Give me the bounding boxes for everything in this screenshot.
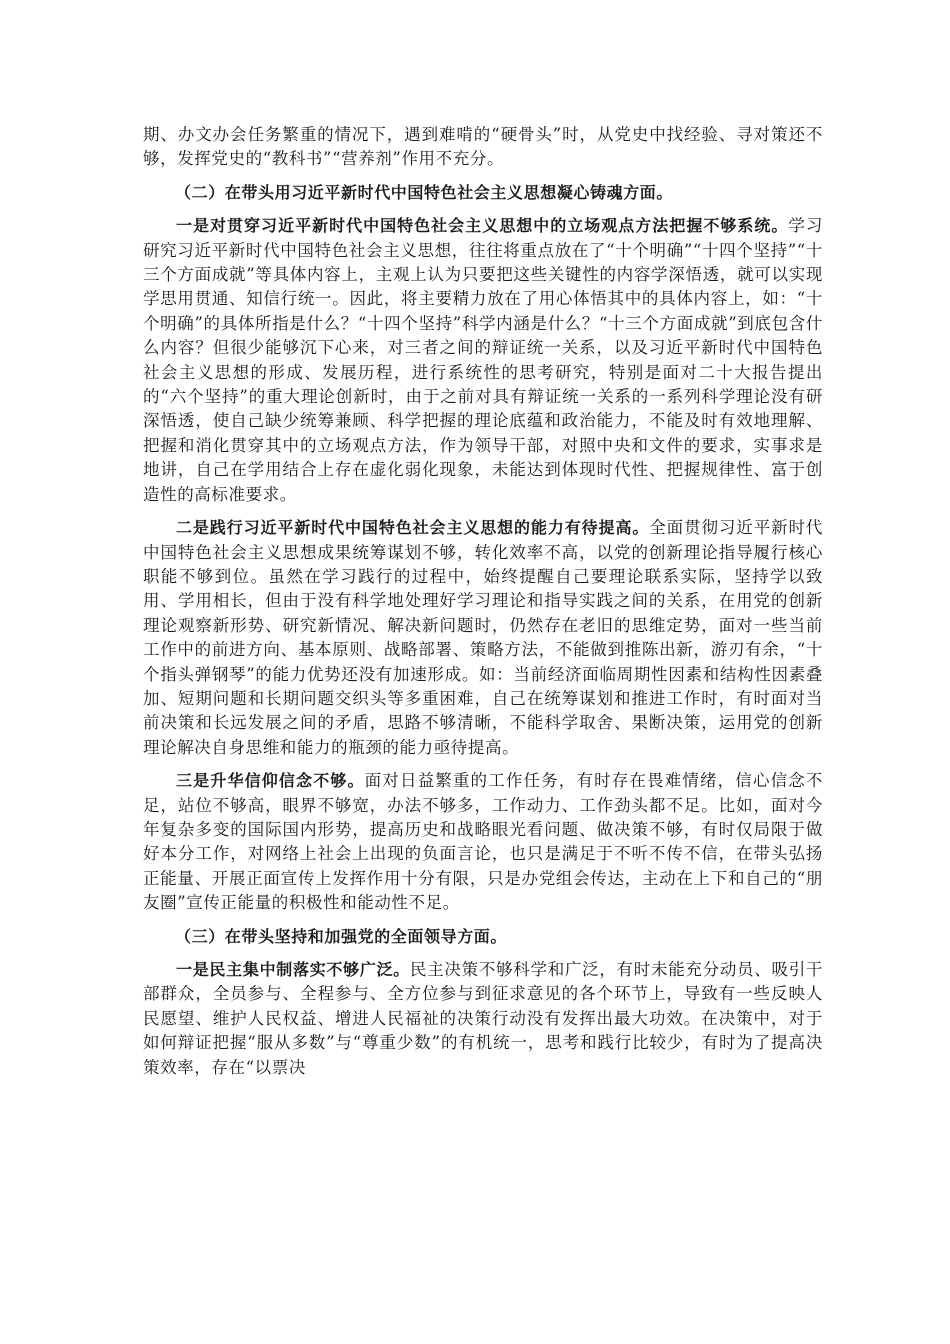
paragraph-item (143, 769, 823, 915)
section-heading-3: （三）在带头坚持和加强党的全面领导方面。 (175, 926, 508, 946)
paragraph-body: 学习研究习近平新时代中国特色社会主义思想，往往将重点放在了“十个明确”“十四个坚持”“十三个方面成就”等具体内容上，主观上认为只要把这些关键性的内容学深悟透，就可以实现学思用贯通、知信行统一。因此，将主要精力放在了用心体悟其中的具体内容上，如：“十个明确”的具体所指是什么？“十四个坚持”科学内涵是什么？“十三个方面成就”到底包含什么内容？但很少能够沉下心来，对三者之间的辩证统一关系，以及习近平新时代中国特色社会主义思想的形成、发展历程，进行系统性的思考研究，特别是面对二十大报告提出的“六个坚持”的重大理论创新时，由于之前对具有辩证统一关系的一系列科学理论没有研深悟透，使自己缺少统筹兼顾、科学把握的理论底蕴和政治能力，不能及时有效地理解、把握和消化贯穿其中的立场观点方法，作为领导干部，对照中央和文件的要求，实事求是地讲，自己在学用结合上存在虚化弱化现象，未能达到体现时代性、把握规律性、富于创造性的高标准要求。 (143, 216, 824, 504)
paragraph-item (143, 516, 823, 760)
section-heading-2: （二）在带头用习近平新时代中国特色社会主义思想凝心铸魂方面。 (175, 182, 674, 202)
document-page (143, 123, 823, 1089)
paragraph-item (143, 958, 823, 1080)
paragraph-lead: 三是升华信仰信念不够。 (176, 771, 365, 791)
paragraph-item (143, 214, 823, 507)
paragraph-lead: 二是践行习近平新时代中国特色社会主义思想的能力有待提高。 (176, 518, 650, 538)
paragraph-lead: 一是对贯穿习近平新时代中国特色社会主义思想中的立场观点方法把握不够系统。 (176, 216, 789, 236)
paragraph-lead: 一是民主集中制落实不够广泛。 (176, 960, 410, 979)
paragraph-body: 民主决策不够科学和广泛，有时未能充分动员、吸引干部群众，全员参与、全程参与、全方位参与到征求意见的各个环节上，导致有一些反映人民愿望、维护人民权益、增进人民福祉的决策行动没有发挥出最大功效。在决策中，对于如何辩证把握“服从多数”与“尊重少数”的有机统一，思考和践行比较少，有时为了提高决策效率，存在“以票决 (143, 960, 824, 1077)
paragraph-body: 全面贯彻习近平新时代中国特色社会主义思想成果统筹谋划不够，转化效率不高，以党的创新理论指导履行核心职能不够到位。虽然在学习践行的过程中，始终提醒自己要理论联系实际，坚持学以致用、学用相长，但由于没有科学地处理好学习理论和指导实践之间的关系，在用党的创新理论观察新形势、研究新情况、解决新问题时，仍然存在老旧的思维定势，面对一些当前工作中的前进方向、基本原则、战略部署、策略方法，不能做到推陈出新，游刃有余，“十个指头弹钢琴”的能力优势还没有加速形成。如：当前经济面临周期性因素和结构性因素叠加、短期问题和长期问题交织头等多重困难，自己在统筹谋划和推进工作时，有时面对当前决策和长远发展之间的矛盾，思路不够清晰，不能科学取舍、果断决策，运用党的创新理论解决自身思维和能力的瓶颈的能力亟待提高。 (143, 518, 824, 757)
continuation-paragraph: 期、办文办会任务繁重的情况下，遇到难啃的“硬骨头”时，从党史中找经验、寻对策还不够，发挥党史的“教科书”“营养剂”作用不充分。 (143, 125, 823, 169)
paragraph-body: 面对日益繁重的工作任务，有时存在畏难情绪，信心信念不足，站位不够高，眼界不够宽，办法不够多，工作动力、工作劲头都不足。比如，面对今年复杂多变的国际国内形势，提高历史和战略眼光看问题、做决策不够，有时仅局限于做好本分工作，对网络上社会上出现的负面言论，也只是满足于不听不传不信，在带头弘扬正能量、开展正面宣传上发挥作用十分有限，只是办党组会传达，主动在上下和自己的“朋友圈”宣传正能量的积极性和能动性不足。 (143, 771, 823, 913)
